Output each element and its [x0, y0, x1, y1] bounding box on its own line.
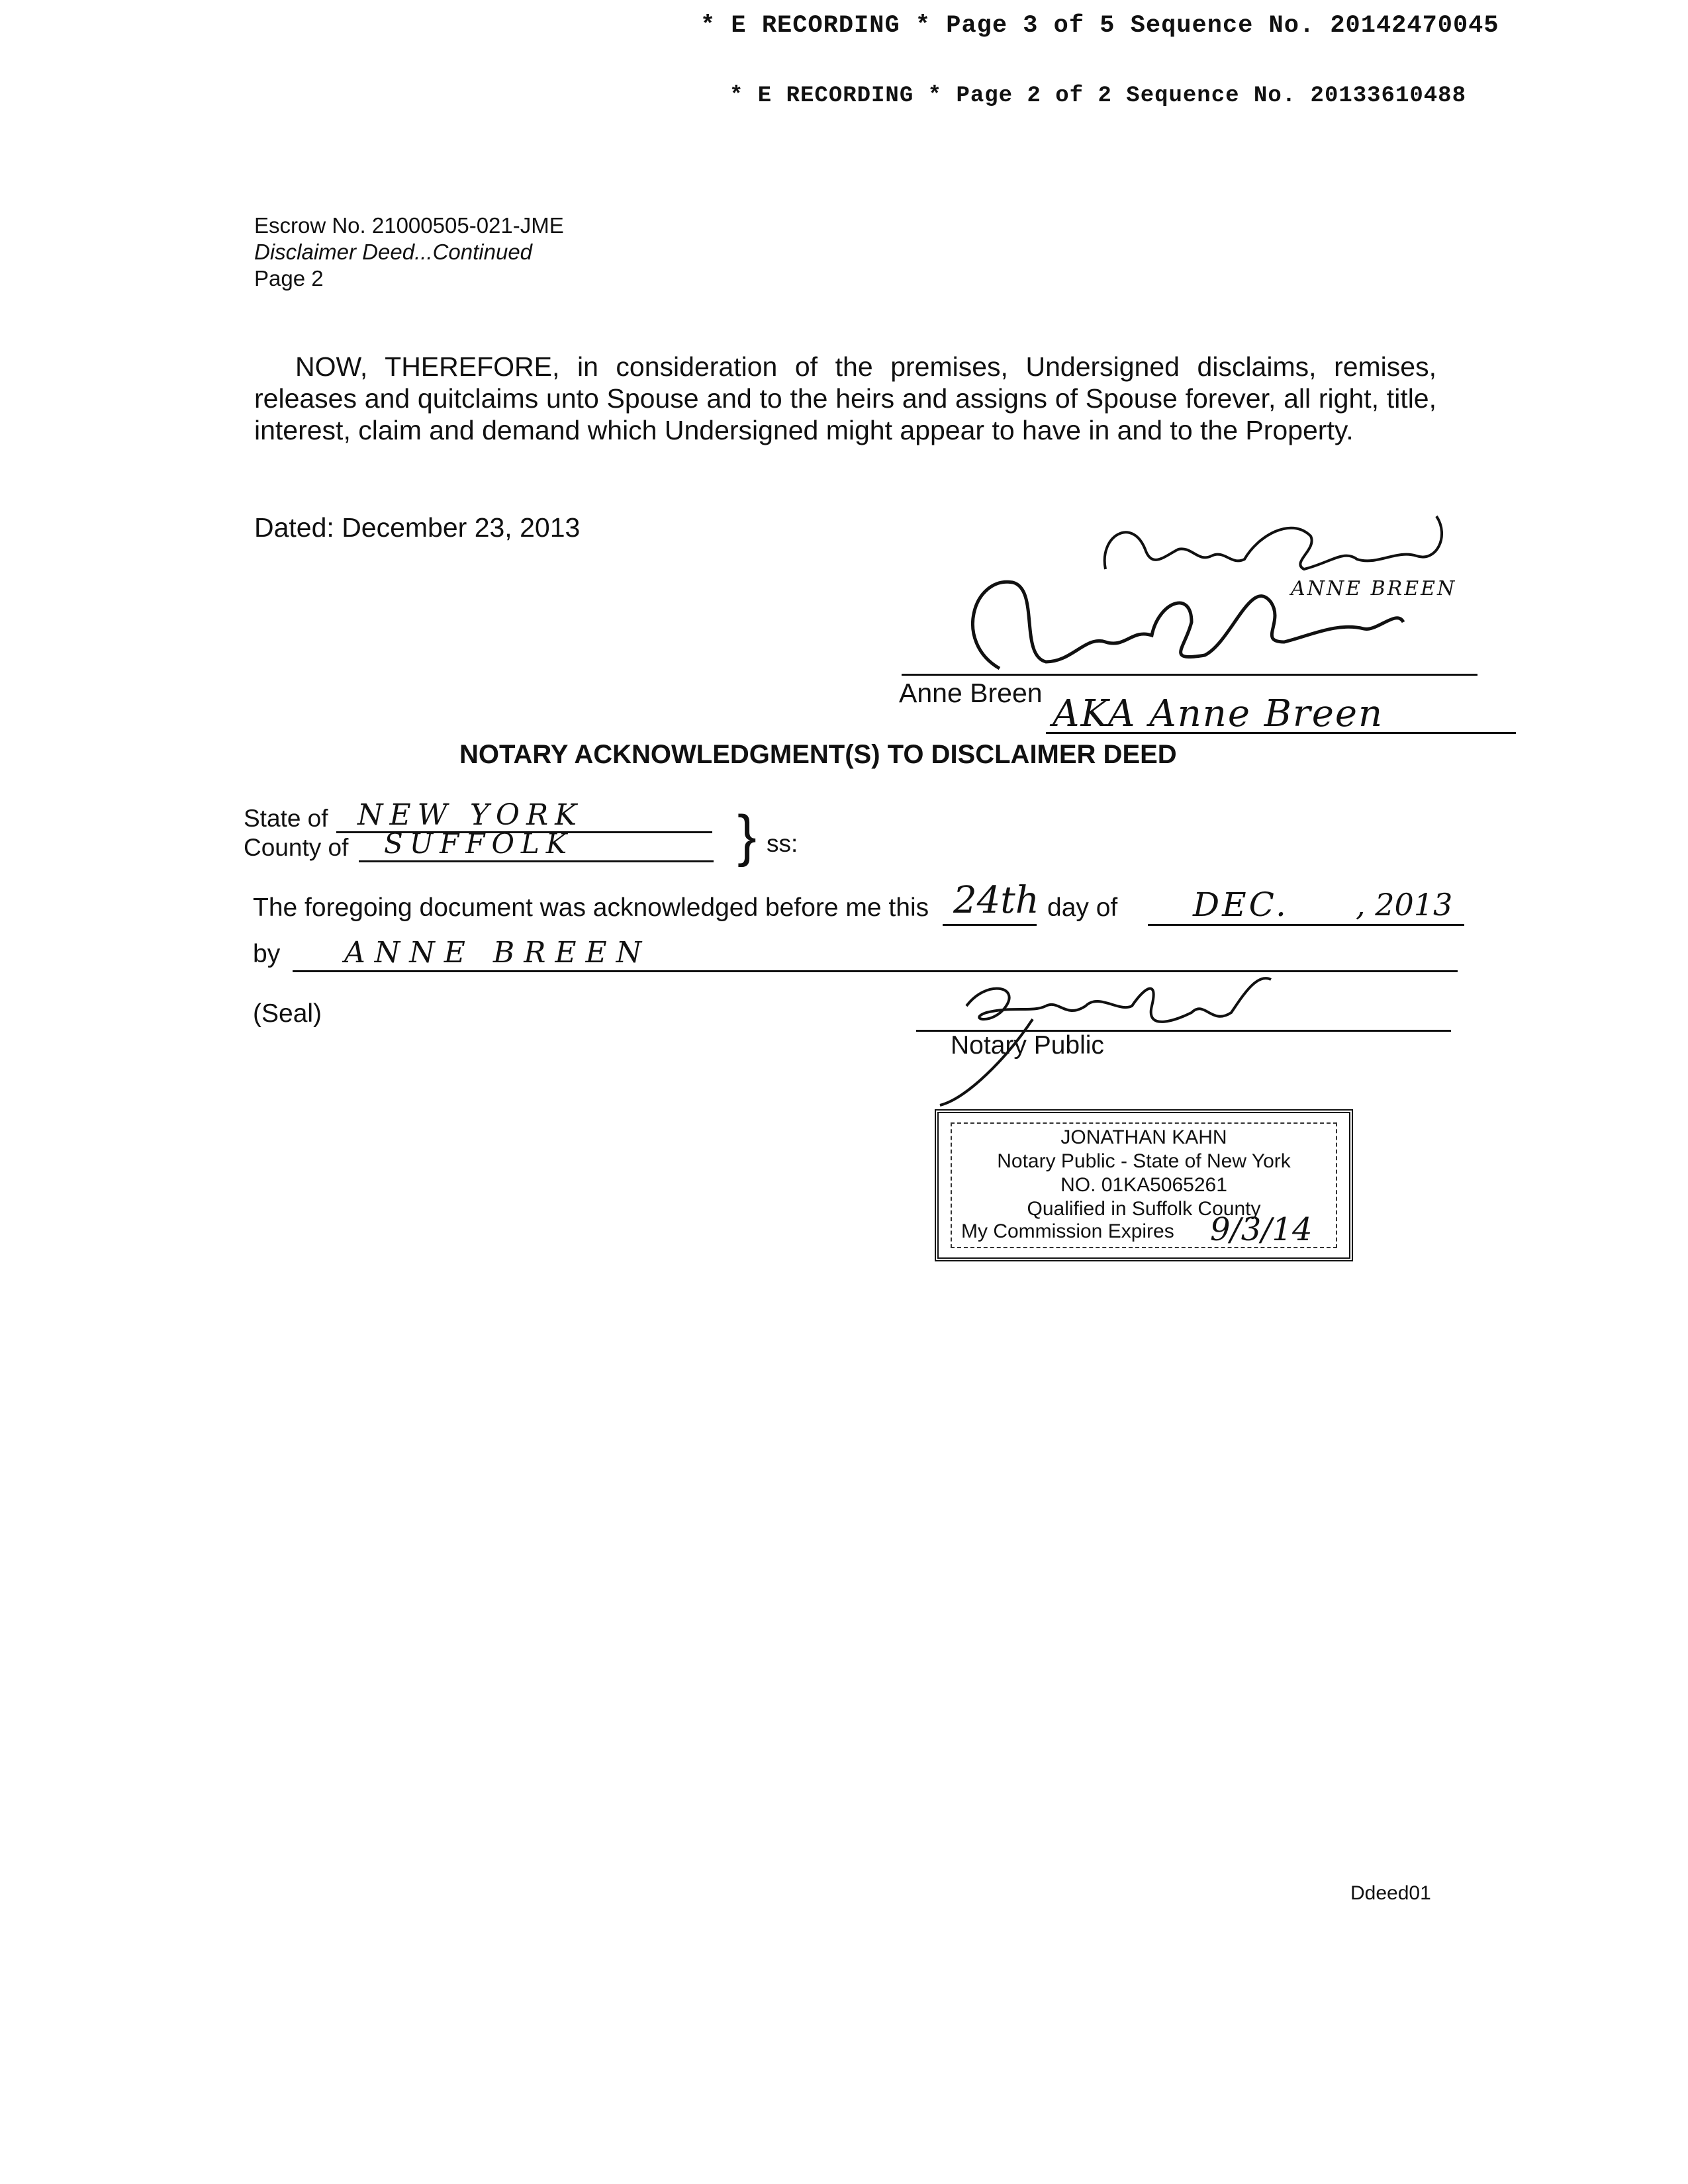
stamp-expires-value: 9/3/14	[1210, 1211, 1313, 1248]
body-paragraph-text: NOW, THEREFORE, in consideration of the premises, Undersigned disclaims, remises, releases and quitclaims unto Spouse and to the heirs and assigns of Spouse forever, all right, title, interest, claim and demand which Undersigned might appear to have in and to the Property.	[254, 351, 1436, 445]
county-underline	[359, 860, 714, 862]
state-value: NEW YORK	[357, 798, 583, 832]
stamp-line-number: NO. 01KA5065261	[1060, 1174, 1227, 1196]
body-paragraph	[254, 351, 1436, 446]
state-label: State of	[244, 805, 328, 832]
ack-date-underline	[1148, 924, 1464, 926]
by-label: by	[253, 940, 281, 968]
notary-heading: NOTARY ACKNOWLEDGMENT(S) TO DISCLAIMER DEED	[459, 740, 1177, 769]
notary-public-label: Notary Public	[951, 1031, 1104, 1060]
stamp-line-expires: My Commission Expires	[961, 1220, 1174, 1242]
stamp-line-name: JONATHAN KAHN	[1060, 1126, 1227, 1148]
county-value: SUFFOLK	[384, 827, 574, 860]
county-label: County of	[244, 834, 349, 861]
ss-label: ss:	[767, 830, 798, 857]
ack-day-underline	[943, 924, 1037, 926]
signature-line	[902, 674, 1477, 676]
stamp-line-title: Notary Public - State of New York	[997, 1150, 1291, 1172]
seal-label: (Seal)	[253, 999, 322, 1028]
dated-line: Dated: December 23, 2013	[254, 512, 581, 543]
signature-scribble-main	[940, 563, 1417, 682]
recording-stamp-primary: * E RECORDING * Page 3 of 5 Sequence No. 20142470045	[700, 12, 1499, 40]
aka-handwritten: AKA Anne Breen	[1053, 692, 1384, 735]
aka-underline	[1046, 732, 1516, 734]
recording-stamp-secondary: * E RECORDING * Page 2 of 2 Sequence No. 20133610488	[729, 83, 1466, 109]
brace-symbol: }	[737, 804, 757, 868]
ack-month-value: DEC.	[1193, 886, 1289, 924]
notary-stamp	[935, 1109, 1353, 1261]
by-value: ANNE BREEN	[344, 936, 651, 970]
ack-year-value: , 2013	[1356, 887, 1453, 923]
footer-code: Ddeed01	[1350, 1882, 1431, 1904]
stamp-line-qualified: Qualified in Suffolk County	[1027, 1198, 1261, 1220]
handwritten-name-label: ANNE BREEN	[1291, 577, 1457, 600]
signer-printed-name: Anne Breen	[899, 678, 1043, 708]
escrow-number: Escrow No. 21000505-021-JME	[254, 213, 564, 238]
ack-day-of: day of	[1047, 893, 1118, 922]
ack-day-value: 24th	[953, 879, 1039, 922]
ack-text: The foregoing document was acknowledged before me this	[253, 893, 929, 922]
page-number: Page 2	[254, 266, 324, 291]
document-title: Disclaimer Deed...Continued	[254, 240, 533, 264]
